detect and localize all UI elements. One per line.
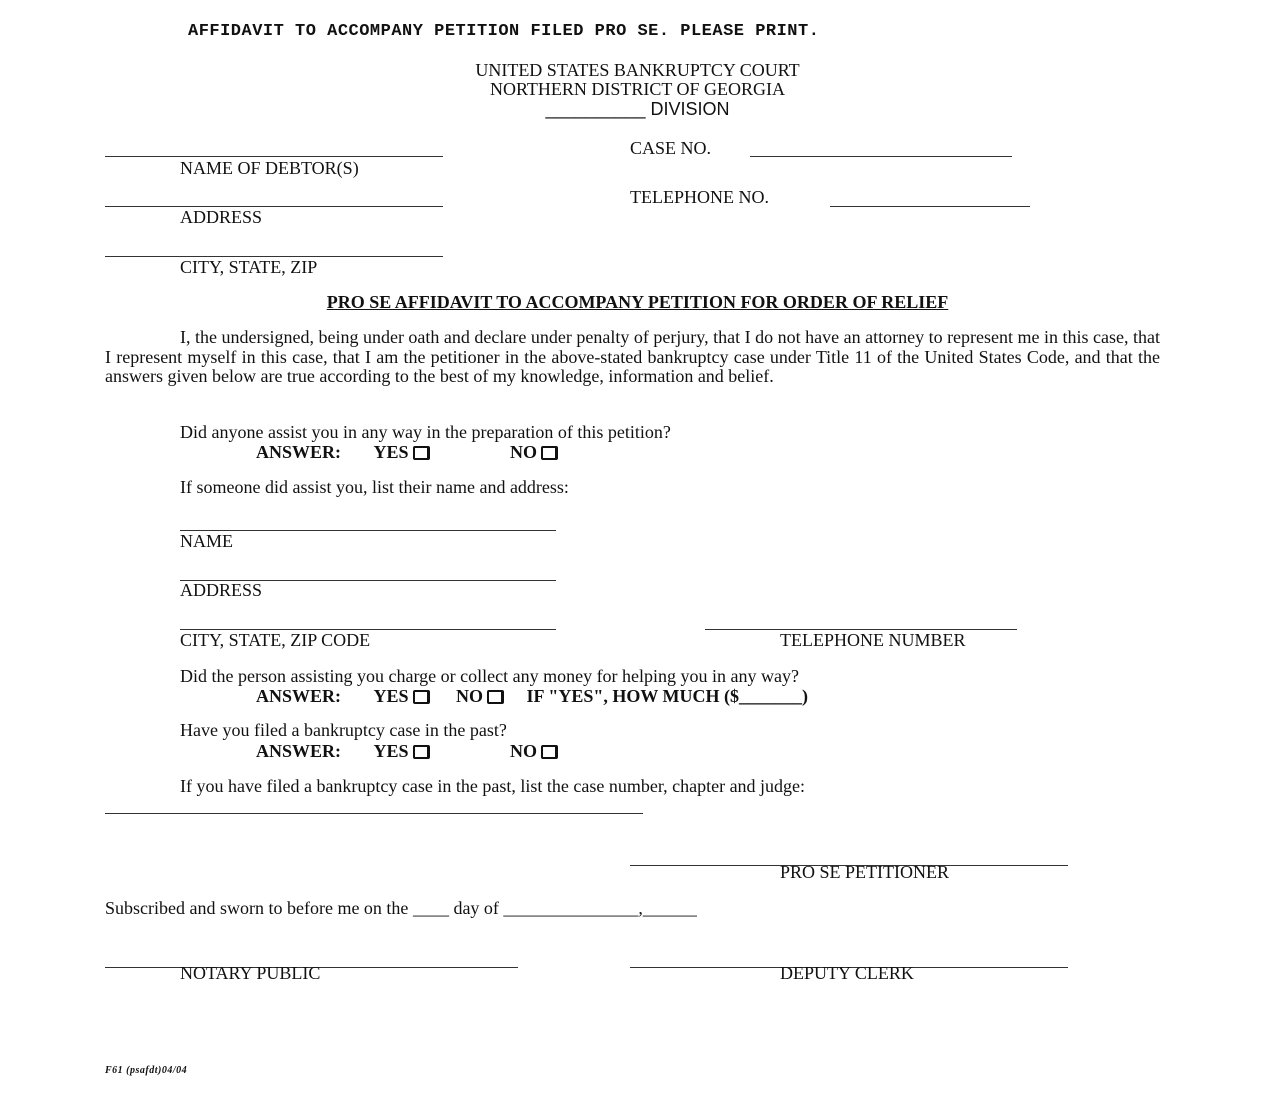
past-case-details-field[interactable] bbox=[105, 813, 643, 814]
no-label: NO bbox=[510, 741, 538, 761]
question-past-case: Have you filed a bankruptcy case in the past? bbox=[180, 720, 507, 740]
notary-label: NOTARY PUBLIC bbox=[180, 963, 321, 983]
debtor-city-label: CITY, STATE, ZIP bbox=[180, 257, 318, 277]
past-case-prompt: If you have filed a bankruptcy case in the past, list the case number, chapter and judge: bbox=[180, 776, 806, 796]
assistant-address-label: ADDRESS bbox=[180, 580, 263, 600]
answer-label: ANSWER: bbox=[256, 741, 342, 761]
telephone-field[interactable] bbox=[830, 206, 1030, 207]
debtor-name-label: NAME OF DEBTOR(S) bbox=[180, 158, 359, 178]
no-label: NO bbox=[456, 686, 484, 706]
form-code: F61 (psafdt)04/04 bbox=[105, 1065, 188, 1076]
answer-row-assist bbox=[256, 442, 558, 463]
sworn-statement bbox=[105, 898, 697, 919]
sworn-day-field[interactable]: ____ bbox=[412, 898, 449, 918]
no-label: NO bbox=[510, 442, 538, 462]
debtor-address-field[interactable] bbox=[105, 206, 443, 207]
sworn-text: Subscribed and sworn to before me on the bbox=[105, 898, 409, 918]
telephone-label: TELEPHONE NO. bbox=[630, 187, 769, 207]
division-field[interactable]: __________ DIVISION bbox=[545, 99, 730, 119]
case-no-field[interactable] bbox=[750, 156, 1012, 157]
yes-label: YES bbox=[373, 741, 409, 761]
assistant-telephone-label: TELEPHONE NUMBER bbox=[780, 630, 966, 650]
question-assist: Did anyone assist you in any way in the preparation of this petition? bbox=[180, 422, 671, 442]
declaration-paragraph: I, the undersigned, being under oath and declare under penalty of perjury, that I do not have an attorney to represent me in this case, that I represent myself in this case, that I am the petitioner in the above-stated bankruptcy case under Title 11 of the United States Code, and that the answers given below are true according to the best of my knowledge, information and belief. bbox=[105, 327, 1160, 386]
sworn-month-year-field[interactable]: _______________,______ bbox=[503, 898, 697, 918]
answer-row-past-case bbox=[256, 741, 558, 762]
affidavit-title: PRO SE AFFIDAVIT TO ACCOMPANY PETITION FOR ORDER OF RELIEF bbox=[326, 292, 949, 312]
charge-amount-field[interactable]: IF "YES", HOW MUCH ($_______) bbox=[526, 686, 809, 706]
yes-label: YES bbox=[373, 442, 409, 462]
assist-yes-checkbox[interactable] bbox=[413, 446, 430, 460]
court-name: UNITED STATES BANKRUPTCY COURT bbox=[475, 60, 800, 80]
form-instruction: AFFIDAVIT TO ACCOMPANY PETITION FILED PRO SE. PLEASE PRINT. bbox=[188, 22, 820, 41]
assistant-name-field[interactable] bbox=[180, 530, 556, 531]
debtor-name-field[interactable] bbox=[105, 156, 443, 157]
question-charge: Did the person assisting you charge or collect any money for helping you in any way? bbox=[180, 666, 800, 686]
assist-prompt: If someone did assist you, list their name and address: bbox=[180, 477, 569, 497]
answer-label: ANSWER: bbox=[256, 686, 342, 706]
past-case-no-checkbox[interactable] bbox=[541, 745, 558, 759]
petitioner-label: PRO SE PETITIONER bbox=[780, 862, 950, 882]
clerk-label: DEPUTY CLERK bbox=[780, 963, 914, 983]
answer-label: ANSWER: bbox=[256, 442, 342, 462]
past-case-yes-checkbox[interactable] bbox=[413, 745, 430, 759]
day-of-text: day of bbox=[453, 898, 499, 918]
court-district: NORTHERN DISTRICT OF GEORGIA bbox=[489, 79, 786, 99]
answer-row-charge bbox=[256, 686, 808, 707]
charge-no-checkbox[interactable] bbox=[487, 690, 504, 704]
yes-label: YES bbox=[373, 686, 409, 706]
charge-yes-checkbox[interactable] bbox=[413, 690, 430, 704]
case-no-label: CASE NO. bbox=[630, 138, 712, 158]
assist-no-checkbox[interactable] bbox=[541, 446, 558, 460]
debtor-address-label: ADDRESS bbox=[180, 207, 263, 227]
assistant-city-label: CITY, STATE, ZIP CODE bbox=[180, 630, 371, 650]
assistant-name-label: NAME bbox=[180, 531, 233, 551]
